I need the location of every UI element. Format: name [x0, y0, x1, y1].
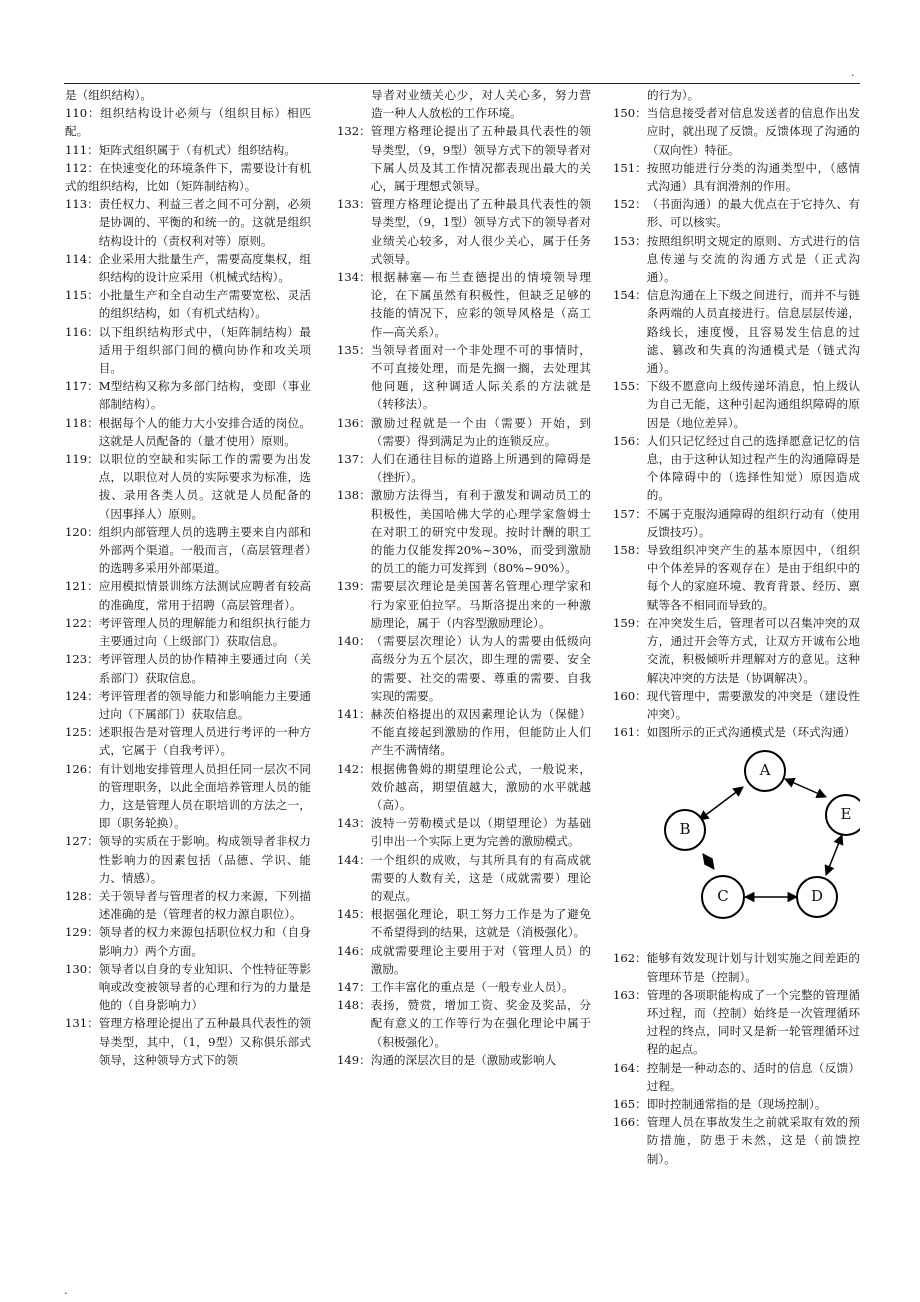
question-number: 155： — [613, 379, 647, 394]
question-number: 157： — [613, 506, 647, 521]
question-text: 人们在通往目标的道路上所遇到的障碍是（挫折）。 — [370, 452, 591, 485]
question-number: 164： — [613, 1060, 647, 1075]
question-number: 156： — [613, 433, 647, 448]
question-item — [613, 232, 860, 287]
diagram-svg — [613, 747, 860, 945]
question-number: 134： — [337, 270, 371, 285]
question-111: 111：矩阵式组织属于（有机式）组织结构。 — [65, 142, 296, 157]
question-text: 管理方格理论提出了五种最具代表性的领导类型，（9，1型）领导方式下的领导者对业绩关心较多，对人很少关心，属于任务式领导。 — [370, 197, 591, 266]
question-number: 128： — [65, 888, 99, 903]
question-text: 在冲突发生后，管理者可以召集冲突的双方，通过开会等方式，让双方开诚布公地交流，积极倾听并理解对方的意见。这种解决冲突的方法是（协调解决）。 — [646, 615, 860, 685]
node-a-label: A — [759, 761, 771, 780]
question-text: 赫茨伯格提出的双因素理论认为（保健）不能直接起到激励的作用，但能防止人们产生不满情绪。 — [370, 706, 591, 758]
question-number: 160： — [613, 688, 647, 703]
question-number: 152： — [613, 197, 647, 212]
question-text: 有计划地安排管理人员担任同一层次不同的管理职务，以此全面培养管理人员的能力，这是管理人员在职培训的方法之一，即（职务轮换）。 — [98, 761, 311, 831]
bottom-left-mark: . — [64, 1284, 68, 1297]
question-item — [613, 986, 860, 1059]
question-item — [65, 523, 311, 578]
question-number: 154： — [613, 288, 647, 303]
question-text: 控制是一种动态的、适时的信息（反馈）过程。 — [646, 1060, 860, 1093]
question-item — [337, 195, 591, 268]
question-item — [613, 687, 860, 723]
question-text: 考评管理人员的协作精神主要通过向（关系部门）获取信息。 — [98, 652, 311, 685]
question-item — [613, 1095, 860, 1113]
question-text: 当领导者面对一个非处理不可的事情时，不可直接处理，而是先搁一搁，去处理其他问题，这种调适人际关系的方法就是（转移法）。 — [370, 342, 591, 412]
question-item — [65, 832, 311, 887]
question-number: 131： — [65, 1016, 99, 1031]
question-item — [65, 760, 311, 833]
question-item — [613, 614, 860, 687]
question-number: 118： — [65, 415, 99, 430]
question-number: 115： — [65, 288, 99, 303]
continued-text: 是（组织结构）。 — [65, 88, 152, 102]
question-item — [65, 614, 311, 650]
question-text: 述职报告是对管理人员进行考评的一种方式，它属于（自我考评）。 — [98, 725, 311, 758]
question-text: M型结构又称为多部门结构，变即（事业部制结构）。 — [98, 379, 311, 412]
question-item — [65, 250, 311, 286]
question-item — [337, 978, 591, 996]
question-text: 根据佛鲁姆的期望理论公式，一般说来，效价越高，期望值越大，激励的水平就越（高）。 — [370, 761, 591, 812]
question-item — [613, 505, 860, 541]
question-item — [613, 104, 860, 159]
question-item — [65, 687, 311, 723]
question-text: 领导者的权力来源包括职位权力和（自身影响力）两个方面。 — [98, 925, 311, 958]
question-item — [65, 1014, 311, 1069]
question-110: 110：组织结构设计必须与（组织目标）相匹配。 — [65, 106, 311, 139]
question-text: 能够有效发现计划与计划实施之间差距的管理环节是（控制）。 — [646, 951, 860, 984]
question-item — [613, 1113, 860, 1168]
question-item — [65, 960, 311, 1015]
question-text: 表扬，赞赏，增加工资、奖金及奖品，分配有意义的工作等行为在强化理论中属于（积极强化）。 — [370, 998, 591, 1049]
question-text: 以职位的空缺和实际工作的需要为出发点，以职位对人员的实际要求为标准，选拔、录用各类人员。这就是人员配备的（因事择人）原则。 — [98, 452, 311, 521]
question-list — [613, 949, 860, 1167]
question-text: 组织内部管理人员的选聘主要来自内部和外部两个渠道。一般而言，（高层管理者）的选聘多采用外部渠道。 — [98, 524, 311, 576]
question-list — [337, 122, 591, 1069]
question-item — [65, 195, 311, 250]
question-number: 161： — [613, 725, 647, 740]
edge-a-e — [785, 779, 826, 797]
question-text: 一个组织的成败，与其所具有的有高成就需要的人数有关，这是（成就需要）理论的观点。 — [370, 852, 591, 903]
question-item — [65, 323, 311, 378]
question-number: 143： — [337, 816, 371, 831]
question-number: 125： — [65, 725, 99, 740]
question-text: 沟通的深层次目的是（激励或影响人 — [370, 1052, 557, 1067]
question-item — [337, 486, 591, 577]
question-text: 领导的实质在于影响。构成领导者非权力性影响力的因素包括（品德、学识、能力、情感）。 — [98, 834, 311, 885]
question-number: 117： — [65, 379, 99, 394]
column-2 — [337, 86, 591, 1069]
question-text: 信息沟通在上下级之间进行，而并不与链条两端的人员直接进行。信息层层传递，路线长，速度慢，且容易发生信息的过滤、篡改和失真的沟通模式是（链式沟通）。 — [646, 288, 860, 376]
question-number: 129： — [65, 925, 99, 940]
question-text: 需要层次理论是美国著名管理心理学家和行为家亚伯拉罕。马斯洛提出来的一种激励理论，属于（内容型激励理论）。 — [370, 579, 591, 630]
question-text: 管理人员在事故发生之前就采取有效的预防措施，防患于未然，这是（前馈控制）。 — [646, 1115, 860, 1166]
question-item — [337, 942, 591, 978]
question-number: 124： — [65, 688, 99, 703]
question-number: 163： — [613, 987, 647, 1002]
question-item — [337, 905, 591, 941]
question-number: 153： — [613, 233, 647, 248]
question-number: 150： — [613, 106, 647, 121]
question-item — [613, 286, 860, 377]
question-item — [337, 705, 591, 760]
question-text: 现代管理中，需要激发的冲突是（建设性冲突）。 — [646, 688, 860, 721]
question-item — [337, 851, 591, 906]
node-d-label: D — [810, 887, 824, 906]
question-number: 144： — [337, 852, 371, 867]
node-b-label: B — [679, 820, 691, 839]
question-number: 113： — [65, 197, 99, 212]
question-text: 导致组织冲突产生的基本原因中，（组织中个体差异的客观存在）是由于组织中的每个人的家庭环境、教育背景、经历、禀赋等各不相同而导致的。 — [646, 543, 860, 612]
question-number: 116： — [65, 324, 99, 339]
question-text: 不属于克服沟通障碍的组织行动有（使用反馈技巧）。 — [646, 506, 860, 539]
question-item — [65, 887, 311, 923]
question-text: 激励方法得当，有利于激发和调动员工的积极性，美国哈佛大学的心理学家詹姆士在对职工的研究中发现。按时计酬的职工的能力仅能发挥20%~30%，而受到激励的员工的能力可发挥到（80%~90%）。 — [370, 488, 591, 576]
question-text: 当信息接受者对信息发送者的信息作出发应时，就出现了反馈。反馈体现了沟通的（双向性）特征。 — [646, 106, 860, 157]
question-text: 人们只记忆经过自己的选择愿意记忆的信息，由于这种认知过程产生的沟通障碍是个体障碍中的（选择性知觉）原因造成的。 — [646, 433, 860, 503]
question-number: 148： — [337, 998, 371, 1013]
question-number: 158： — [613, 543, 647, 558]
edge-a-b — [699, 787, 743, 820]
question-number: 127： — [65, 834, 99, 849]
question-text: 管理方格理论提出了五种最具代表性的领导类型，（9，9型）领导方式下的领导者对下属人员及其工作情况都表现出最大的关心，属于理想式领导。 — [370, 124, 591, 194]
question-text: 如图所示的正式沟通模式是（环式沟通） — [646, 725, 856, 740]
question-item — [337, 1051, 591, 1069]
question-list — [613, 104, 860, 741]
question-text: 领导者以自身的专业知识、个性特征等影响或改变被领导者的心理和行为的力量是他的（自身影响力） — [98, 961, 311, 1013]
question-number: 135： — [337, 342, 371, 357]
question-number: 120： — [65, 524, 99, 539]
question-item — [613, 159, 860, 195]
question-number: 159： — [613, 615, 647, 630]
question-number: 140： — [337, 634, 371, 649]
question-item — [65, 414, 311, 450]
question-item — [613, 1059, 860, 1095]
question-number: 122： — [65, 615, 99, 630]
continued-text: 的行为）。 — [647, 88, 700, 102]
question-text: （书面沟通）的最大优点在于它持久、有形、可以核实。 — [646, 197, 860, 230]
question-number: 142： — [337, 761, 371, 776]
question-text: 责任权力、利益三者之间不可分割，必须是协调的、平衡的和统一的。这就是组织结构设计的（责权利对等）原则。 — [98, 197, 311, 248]
question-text: 下级不愿意向上级传递坏消息，怕上级认为自己无能，这种引起沟通组织障碍的原因是（地位差异）。 — [646, 379, 860, 430]
question-number: 146： — [337, 943, 371, 958]
question-number: 149： — [337, 1052, 371, 1067]
question-number: 126： — [65, 761, 99, 776]
question-item — [65, 577, 311, 613]
column-1 — [65, 86, 311, 1069]
question-text: 小批量生产和全自动生产需要宽松、灵活的组织结构，如（有机式结构）。 — [98, 288, 311, 321]
question-item — [65, 650, 311, 686]
question-item — [65, 377, 311, 413]
question-item — [337, 760, 591, 815]
question-item — [613, 377, 860, 432]
column-3 — [613, 86, 860, 1168]
question-item — [613, 541, 860, 614]
question-number: 114： — [65, 251, 99, 266]
question-text: （需要层次理论）认为人的需要由低级向高级分为五个层次，即生理的需要、安全的需要、社交的需要、尊重的需要、自我实现的需要。 — [370, 634, 591, 703]
question-item — [65, 923, 311, 959]
question-item — [613, 432, 860, 505]
question-number: 119： — [65, 452, 99, 467]
question-text: 管理方格理论提出了五种最具代表性的领导类型，其中，（1，9型）又称俱乐部式领导，这种领导方式下的领 — [98, 1016, 311, 1067]
question-text: 根据每个人的能力大小安排合适的岗位。这就是人员配备的（量才使用）原则。 — [98, 415, 311, 448]
question-item — [337, 414, 591, 450]
question-item — [337, 450, 591, 486]
node-c-label: C — [717, 887, 729, 906]
question-number: 162： — [613, 951, 647, 966]
question-text: 企业采用大批量生产，需要高度集权，组织结构的设计应采用（机械式结构）。 — [98, 251, 311, 285]
continued-text: 导者对业绩关心少，对人关心多，努力营造一种人人放松的工作环境。 — [371, 88, 591, 121]
header-rule — [64, 83, 860, 84]
question-number: 165： — [613, 1096, 647, 1111]
question-text: 关于领导者与管理者的权力来源，下列描述准确的是（管理者的权力源自职位）。 — [98, 888, 311, 922]
question-item — [337, 341, 591, 414]
question-text: 即时控制通常指的是（现场控制）。 — [646, 1096, 827, 1111]
question-number: 151： — [613, 160, 647, 175]
question-text: 根据赫塞—布兰查德提出的情境领导理论，在下属虽然有积极性，但缺乏足够的技能的情况下，应彩的领导风格是（高工作—高关系）。 — [370, 270, 591, 339]
question-item — [613, 949, 860, 985]
question-text: 成就需要理论主要用于对（管理人员）的激励。 — [370, 943, 591, 976]
question-text: 按照组织明文规定的原则、方式进行的信息传递与交流的沟通方式是（正式沟通）。 — [646, 233, 860, 285]
question-text: 波特一劳勒模式是以（期望理论）为基础引申出一个实际上更为完善的激励模式。 — [370, 816, 591, 849]
question-text: 根据强化理论，职工努力工作是为了避免不希望得到的结果，这就是（消极强化）。 — [370, 907, 591, 940]
ring-communication-diagram — [613, 747, 860, 945]
question-text: 以下组织结构形式中，（矩阵制结构）最适用于组织部门间的横向协作和攻关项目。 — [98, 324, 311, 376]
question-number: 138： — [337, 488, 371, 503]
question-text: 激励过程就是一个由（需要）开始，到（需要）得到满足为止的连锁反应。 — [370, 415, 591, 448]
question-number: 137： — [337, 452, 371, 467]
question-item — [65, 450, 311, 523]
question-text: 考评管理者的领导能力和影响能力主要通过向（下属部门）获取信息。 — [98, 688, 311, 721]
question-number: 121： — [65, 579, 99, 594]
question-number: 130： — [65, 961, 99, 976]
question-item — [337, 577, 591, 632]
question-text: 按照功能进行分类的沟通类型中，（感情式沟通）具有润滑剂的作用。 — [646, 160, 860, 194]
question-item — [65, 723, 311, 759]
question-item — [65, 286, 311, 322]
question-item — [337, 268, 591, 341]
question-item — [337, 996, 591, 1051]
question-number: 136： — [337, 415, 371, 430]
question-text: 应用模拟情景训练方法测试应聘者有较高的准确度，常用于招聘（高层管理者）。 — [98, 579, 311, 612]
question-number: 133： — [337, 197, 371, 212]
top-right-mark: . — [851, 66, 855, 79]
node-e-label: E — [840, 805, 852, 824]
question-number: 141： — [337, 706, 371, 721]
question-item — [337, 122, 591, 195]
question-text: 工作丰富化的重点是（一般专业人员）。 — [370, 979, 574, 994]
question-number: 166： — [613, 1115, 647, 1130]
question-item — [337, 814, 591, 850]
question-number: 145： — [337, 907, 371, 922]
question-item — [337, 632, 591, 705]
edge-e-d — [826, 835, 842, 875]
question-112: 112：在快速变化的环境条件下，需要设计有机式的组织结构，比如（矩阵制结构）。 — [65, 160, 311, 194]
question-text: 考评管理人员的理解能力和组织执行能力主要通过向（上级部门）获取信息。 — [98, 615, 311, 649]
question-item — [613, 723, 860, 741]
question-number: 139： — [337, 579, 371, 594]
edge-b-c — [703, 854, 714, 869]
question-number: 147： — [337, 979, 371, 994]
question-number: 123： — [65, 652, 99, 667]
question-number: 132： — [337, 124, 371, 139]
question-list — [65, 195, 311, 1069]
question-text: 管理的各项职能构成了一个完整的管理循环过程，而（控制）始终是一次管理循环过程的终点，同时又是新一轮管理循环过程的起点。 — [646, 987, 860, 1057]
question-item — [613, 195, 860, 231]
